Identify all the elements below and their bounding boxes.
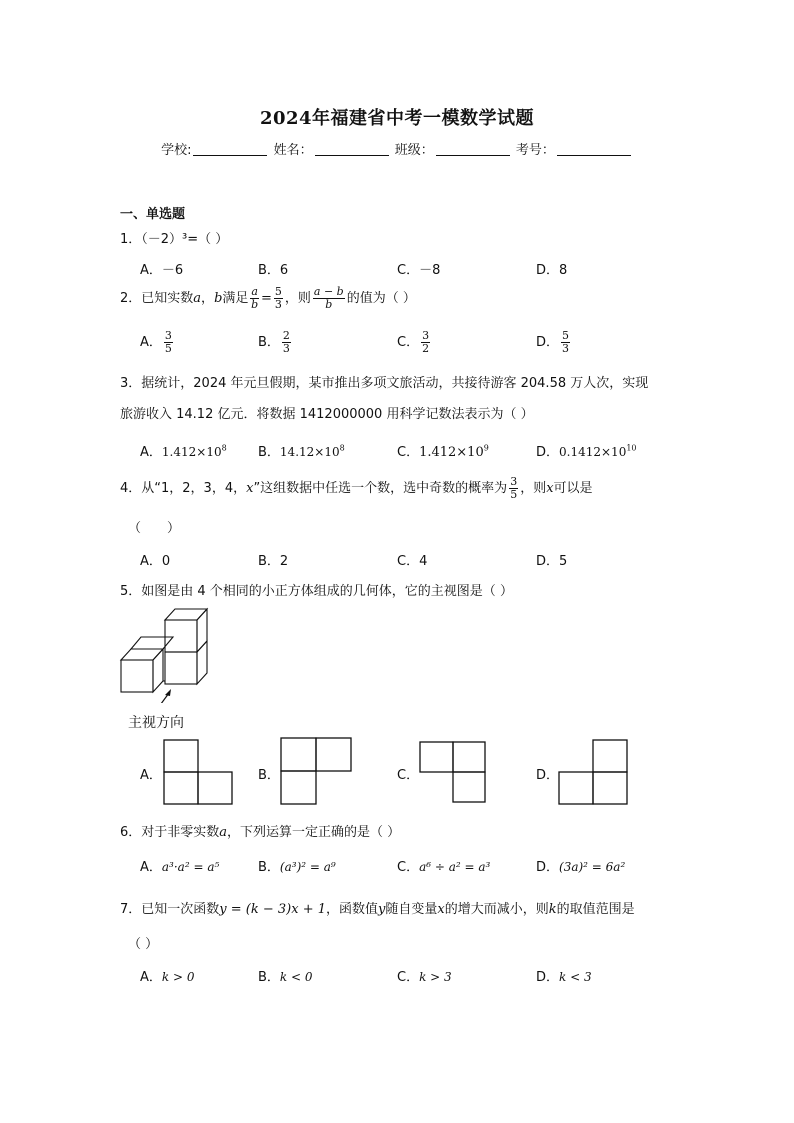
q7-option-a: A．k > 0 (140, 970, 195, 985)
q5-option-c-label: C． (397, 768, 420, 783)
school-blank (193, 143, 267, 156)
question-3-line-2: 旅游收入 14.12 亿元．将数据 1412000000 用科学记数法表示为（ ） (120, 407, 534, 422)
question-4-stem: 4．从“1，2，3，4，x”这组数据中任选一个数，选中奇数的概率为 $\frac{3}{5}$ ，则x可以是 (120, 475, 593, 501)
name-blank (315, 143, 389, 156)
class-label: 班级： (394, 143, 434, 158)
q5-option-b-figure (280, 737, 354, 806)
q1-option-d: D．8 (536, 263, 568, 278)
question-2-stem: 2．已知实数a，b满足 $\frac{a}{b}$ = $\frac{5}{3}$ ，则 $\frac{a - b}{b}$ 的值为（ ） (120, 285, 416, 311)
question-6-stem: 6．对于非零实数a，下列运算一定正确的是（ ） (120, 825, 401, 840)
question-7-stem: 7．已知一次函数y = (k − 3)x + 1，函数值y随自变量x的增大而减小，则k的取值范围是 (120, 902, 635, 917)
q2-fraction-5-over-3: $\frac{5}{3}$ (274, 285, 282, 311)
exam-no-label: 考号： (515, 143, 555, 158)
q7-option-d: D．k < 3 (536, 970, 592, 985)
q5-option-c-figure (419, 741, 487, 804)
q6-option-a: A．a³·a² = a⁵ (140, 860, 220, 875)
section-title: 一、单选题 (120, 207, 186, 222)
q5-option-d-label: D． (536, 768, 560, 783)
q4-option-a: A．0 (140, 554, 171, 569)
q5-option-a-label: A． (140, 768, 162, 783)
question-1-stem: 1．（－2）³=（ ） (120, 232, 229, 247)
q4-option-b: B．2 (258, 554, 289, 569)
q3-option-a: A．$1.412\times 10^8$ (140, 443, 227, 460)
q3-option-c: C．$1.412\times 10^9$ (397, 443, 489, 460)
q1-option-a: A．－6 (140, 263, 184, 278)
q2-option-c: C． $\frac{3}{2}$ (397, 329, 430, 355)
q2-fraction-target: $\frac{a - b}{b}$ (313, 285, 344, 311)
q2-option-d: D． $\frac{5}{3}$ (536, 329, 570, 355)
q5-option-d-figure (558, 739, 630, 806)
q6-option-b: B．(a³)² = a⁹ (258, 860, 336, 875)
q2-option-a: A． $\frac{3}{5}$ (140, 329, 172, 355)
question-3-line-1: 3．据统计，2024 年元旦假期，某市推出多项文旅活动，共接待游客 204.58 万人次，实现 (120, 376, 649, 391)
q6-option-d: D．(3a)² = 6a² (536, 860, 626, 875)
q3-option-d: D．$0.1412\times 10^{10}$ (536, 443, 637, 460)
q7-option-c: C．k > 3 (397, 970, 452, 985)
q2-option-b: B． $\frac{2}{3}$ (258, 329, 290, 355)
name-label: 姓名： (273, 143, 313, 158)
q1-option-c: C．－8 (397, 263, 441, 278)
q4-option-d: D．5 (536, 554, 568, 569)
class-blank (436, 143, 510, 156)
q7-option-b: B．k < 0 (258, 970, 313, 985)
q3-option-b: B．$14.12\times 10^8$ (258, 443, 345, 460)
student-info-line (0, 139, 794, 158)
q4-fraction: $\frac{3}{5}$ (510, 475, 518, 501)
viewing-direction-label: 主视方向 (128, 715, 184, 731)
q5-option-b-label: B． (258, 768, 280, 783)
school-label: 学校: (161, 143, 192, 158)
q1-option-b: B．6 (258, 263, 289, 278)
q5-option-a-figure (163, 739, 235, 806)
exam-no-blank (557, 143, 631, 156)
cube-figure (115, 603, 225, 703)
question-5-stem: 5．如图是由 4 个相同的小正方体组成的几何体，它的主视图是（ ） (120, 584, 513, 599)
page-title: 2024年福建省中考一模数学试题 (259, 108, 535, 129)
q6-option-c: C．a⁶ ÷ a² = a³ (397, 860, 491, 875)
question-4-paren: （ ） (128, 521, 181, 536)
q4-option-c: C．4 (397, 554, 428, 569)
q2-fraction-a-over-b: $\frac{a}{b}$ (251, 285, 259, 311)
question-7-paren: （ ） (128, 937, 159, 952)
